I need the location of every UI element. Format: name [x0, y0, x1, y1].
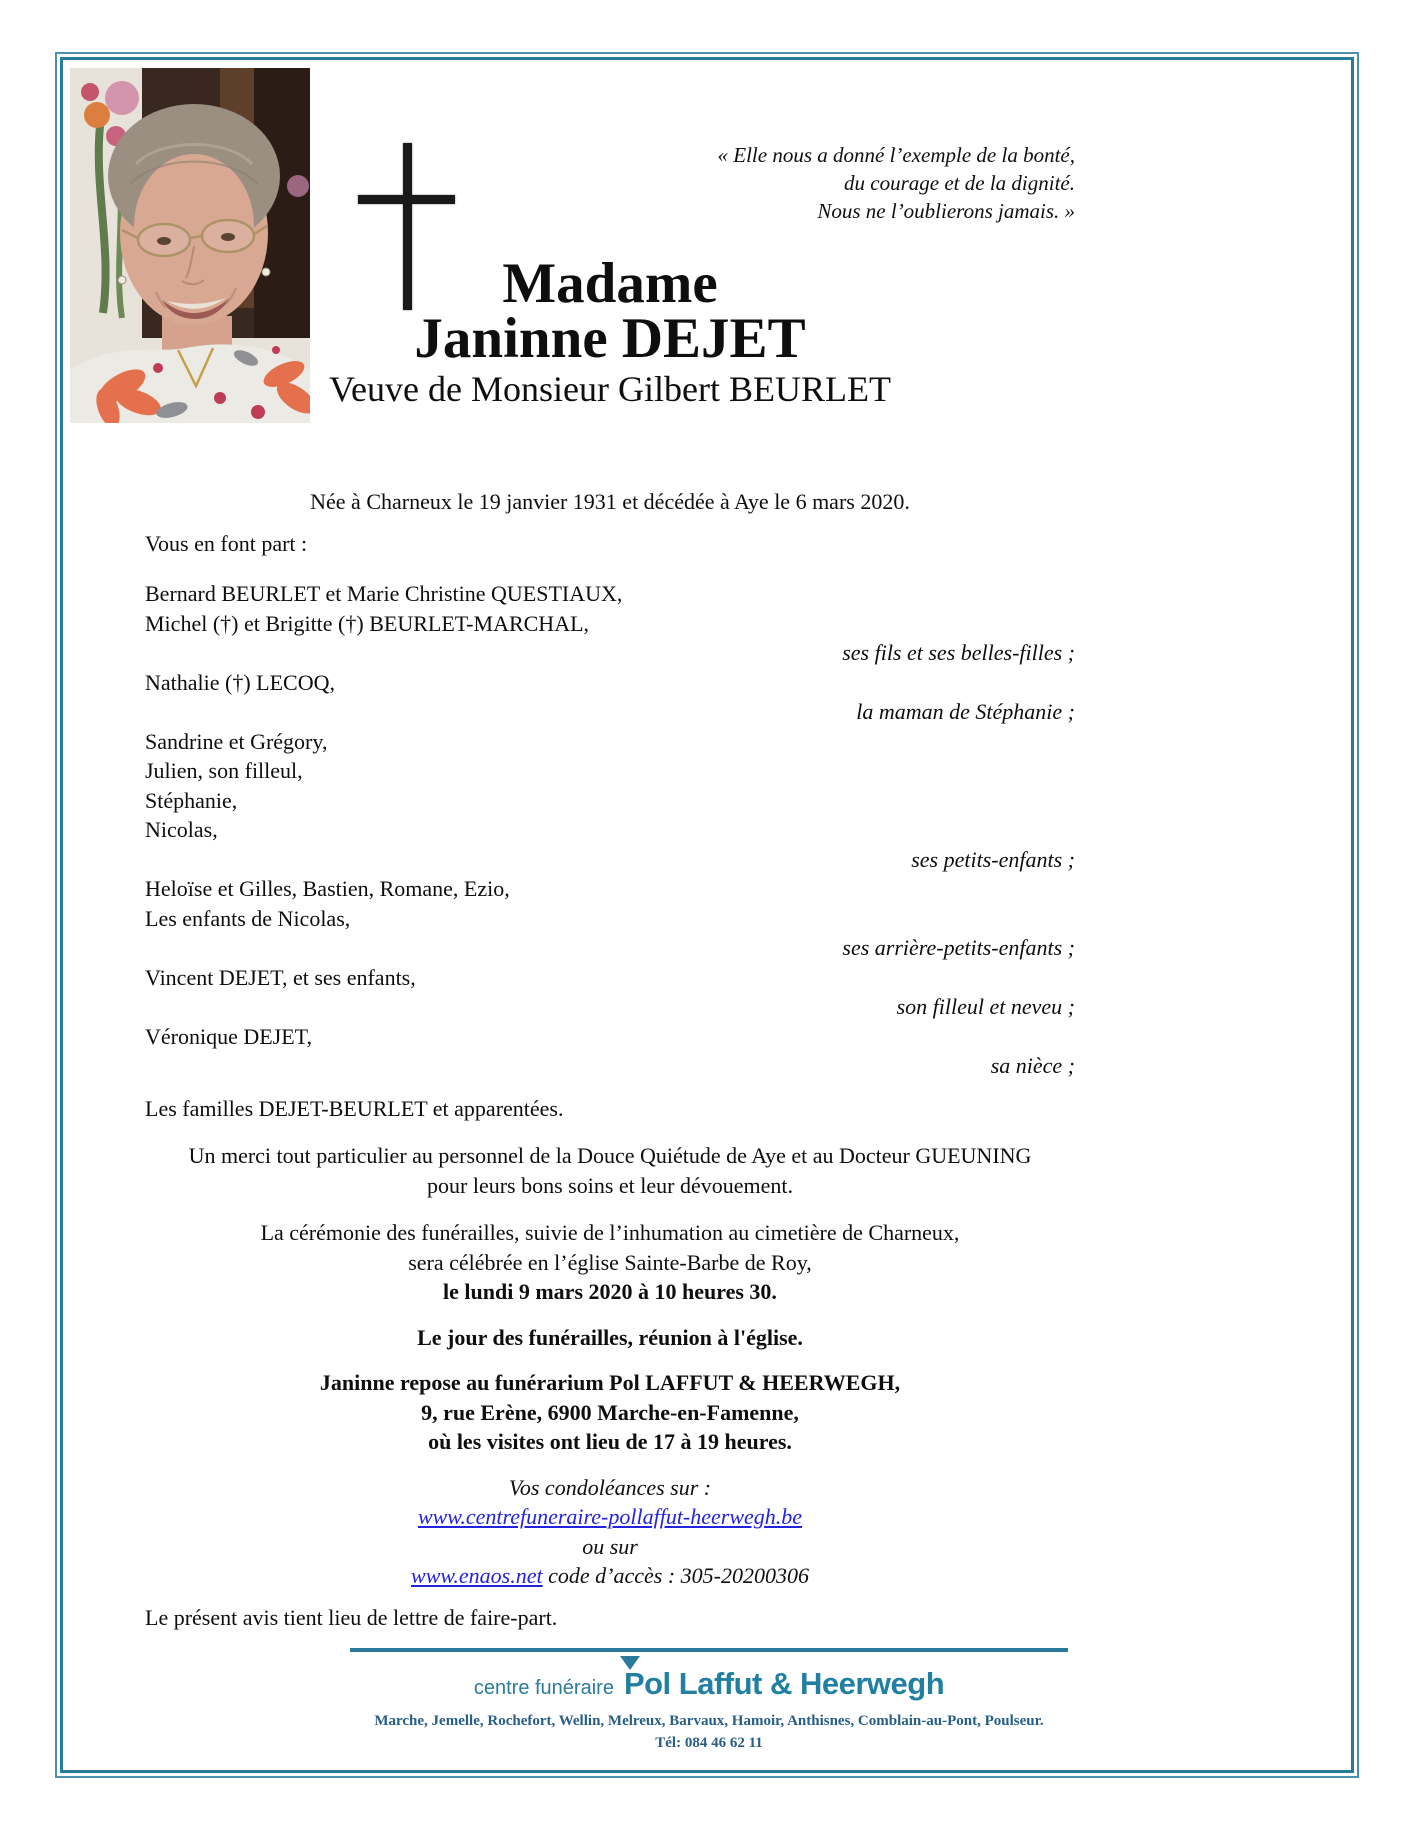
title-madame: Madame: [502, 252, 718, 315]
triangle-down-icon: [620, 1656, 640, 1670]
quote-line: Nous ne l’oublierons jamais. »: [817, 199, 1075, 223]
funeral-home-footer: [350, 1648, 1068, 1753]
quote-line: du courage et de la dignité.: [844, 171, 1075, 195]
condolences-link[interactable]: www.centrefuneraire-pollaffut-heerwegh.be: [417, 1504, 803, 1529]
ceremony-line: sera célébrée en l’église Sainte-Barbe de Roy,: [408, 1249, 812, 1275]
repose-line: 9, rue Erène, 6900 Marche-en-Famenne,: [421, 1399, 799, 1425]
footer-towns: Marche, Jemelle, Rochefort, Wellin, Melreux, Barvaux, Hamoir, Anthisnes, Comblain-au-Pont, Poulseur.: [374, 1713, 1044, 1729]
family-line: Bernard BEURLET et Marie Christine QUESTIAUX,: [145, 581, 623, 606]
memorial-quote: [600, 141, 1075, 225]
ceremony-line: La cérémonie des funérailles, suivie de l’inhumation au cimetière de Charneux,: [260, 1220, 960, 1245]
brand-name-text: Pol Laffut & Heerwegh: [623, 1666, 945, 1701]
condolences-intro: Vos condoléances sur :: [508, 1474, 712, 1500]
repose-line: où les visites ont lieu de 17 à 19 heures.: [428, 1429, 792, 1454]
closing-line: Le présent avis tient lieu de lettre de faire-part.: [145, 1604, 558, 1630]
thanks-line: Un merci tout particulier au personnel de la Douce Quiétude de Aye et au Docteur GUEUNING: [188, 1143, 1032, 1168]
latin-cross-icon: [358, 195, 455, 204]
condolences-ou-sur: ou sur: [582, 1533, 638, 1559]
ceremony-date-line: le lundi 9 mars 2020 à 10 heures 30.: [443, 1279, 777, 1304]
relation-label: ses arrière-petits-enfants ;: [842, 935, 1075, 960]
repose-line: Janinne repose au funérarium Pol LAFFUT & HEERWEGH,: [319, 1370, 901, 1395]
family-line: Stéphanie,: [145, 787, 238, 813]
footer-phone: Tél: 084 46 62 11: [655, 1735, 763, 1751]
family-line: Heloïse et Gilles, Bastien, Romane, Ezio,: [145, 876, 510, 901]
family-line: Sandrine et Grégory,: [145, 728, 328, 754]
family-line: Julien, son filleul,: [145, 758, 303, 783]
family-line: Véronique DEJET,: [145, 1023, 312, 1049]
birth-death-line: Née à Charneux le 19 janvier 1931 et décédée à Aye le 6 mars 2020.: [310, 489, 910, 514]
quote-line: « Elle nous a donné l’exemple de la bonté,: [717, 143, 1075, 167]
relation-label: ses petits-enfants ;: [911, 846, 1075, 872]
family-line: Les enfants de Nicolas,: [145, 905, 351, 931]
brand-name-label: [624, 1668, 944, 1699]
thanks-line: pour leurs bons soins et leur dévouement.: [427, 1172, 793, 1198]
family-line: Nathalie (†) LECOQ,: [145, 669, 335, 695]
relation-label: ses fils et ses belles-filles ;: [842, 640, 1075, 665]
widow-subtitle: Veuve de Monsieur Gilbert BEURLET: [329, 369, 891, 409]
relation-label: sa nièce ;: [990, 1053, 1075, 1078]
announcement-body: [145, 487, 1075, 1632]
enaos-link[interactable]: www.enaos.net: [411, 1563, 543, 1588]
relation-label: son filleul et neveu ;: [896, 994, 1075, 1019]
access-code: code d’accès : 305-20200306: [548, 1563, 809, 1588]
family-line: Vincent DEJET, et ses enfants,: [145, 964, 416, 990]
footer-divider: [350, 1648, 1068, 1652]
funeral-home-logo: [350, 1668, 1068, 1704]
relation-label: la maman de Stéphanie ;: [856, 699, 1075, 724]
deceased-name: Janinne DEJET: [414, 307, 806, 370]
meeting-line: Le jour des funérailles, réunion à l'église.: [417, 1324, 803, 1350]
families-line: Les familles DEJET-BEURLET et apparentées.: [145, 1095, 564, 1121]
intro-line: Vous en font part :: [145, 530, 308, 556]
family-line: Nicolas,: [145, 817, 218, 842]
deceased-title-block: [145, 252, 1075, 412]
brand-small-label: centre funéraire: [473, 1677, 614, 1699]
family-line: Michel (†) et Brigitte (†) BEURLET-MARCHAL,: [145, 610, 590, 636]
